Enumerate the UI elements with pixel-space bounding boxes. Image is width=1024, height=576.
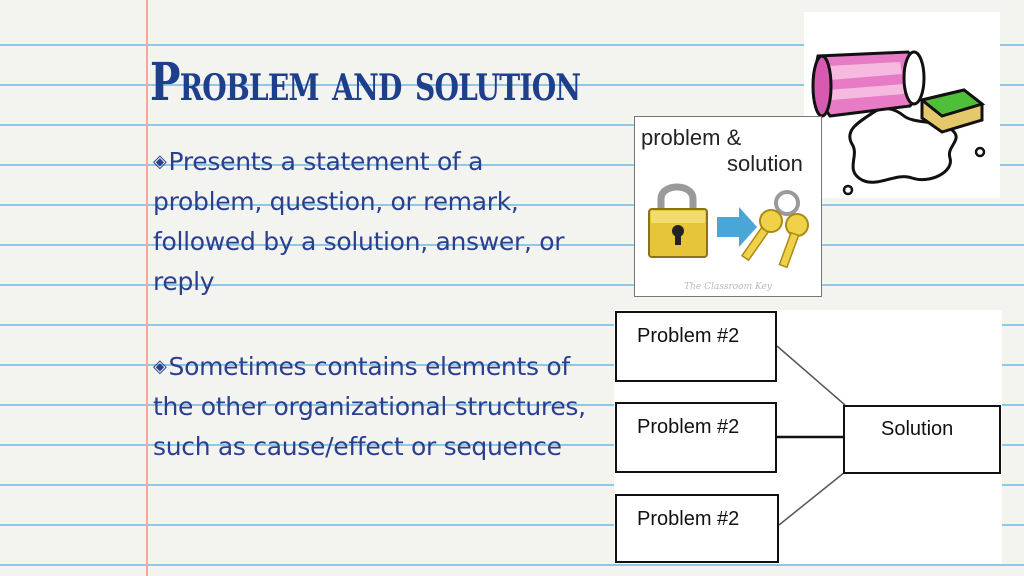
slide-title: Problem and solution [150, 52, 581, 113]
problem-box-2-label: Problem #2 [637, 416, 740, 438]
spilled-glass-image [804, 12, 1000, 198]
padlock-icon [635, 175, 821, 295]
problem-solution-diagram [614, 310, 1002, 564]
lock-key-image [634, 116, 822, 297]
problem-box-3 [615, 494, 779, 563]
image-watermark: The Classroom Key [684, 282, 772, 292]
lock-image-caption [641, 125, 821, 177]
bullet-1-text: Presents a statement of a problem, question, or remark, followed by a solution, answer, or reply [153, 147, 565, 296]
problem-box-3-label: Problem #2 [637, 508, 740, 530]
bullet-2-text: Sometimes contains elements of the other organizational structures, such as cause/effect or sequence [153, 352, 586, 461]
bullet-2 [153, 347, 593, 467]
caption-line-1: problem & [641, 125, 742, 150]
solution-box-label: Solution [881, 418, 954, 440]
bullet-diamond-icon: ◈ [153, 356, 167, 377]
notebook-margin-line [146, 0, 148, 576]
problem-box-1-label: Problem #2 [637, 325, 740, 347]
bullet-diamond-icon: ◈ [153, 151, 167, 172]
problem-box-1 [615, 311, 777, 382]
bullet-1 [153, 142, 593, 302]
spilled-glass-icon [804, 12, 1000, 198]
solution-box [843, 405, 1001, 474]
caption-line-2: solution [727, 151, 803, 176]
problem-box-2 [615, 402, 777, 473]
